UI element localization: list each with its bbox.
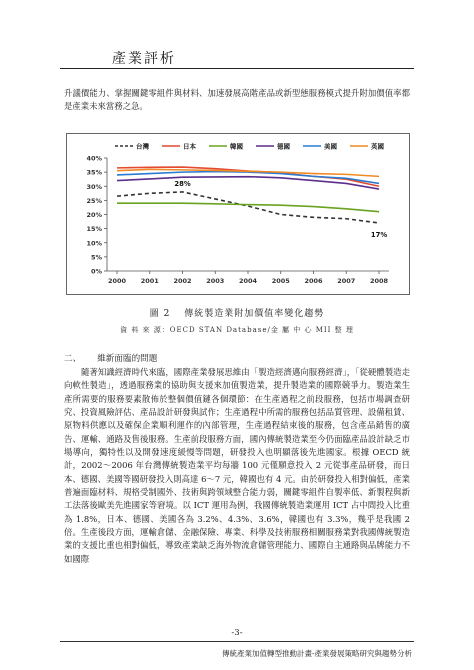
x-tick-label: 2006 <box>304 277 323 285</box>
x-tick-label: 2008 <box>369 277 389 285</box>
legend-label: 日本 <box>183 142 196 151</box>
y-tick-label: 10% <box>86 239 102 248</box>
series-line-5 <box>117 172 379 184</box>
x-tick-label: 2004 <box>238 277 258 285</box>
footer-text: 傳統產業加值轉型推動計畫-產業發展策略研究與趨勢分析 <box>221 649 412 658</box>
legend-label: 美國 <box>324 142 337 151</box>
figure-caption: 圖 2 傳統製造業附加價值率變化趨勢 <box>149 309 325 319</box>
legend-label: 英國 <box>371 142 384 151</box>
legend-label: 台灣 <box>136 142 149 151</box>
section-title: 維新面臨的問題 <box>97 354 158 364</box>
data-annotation: 28% <box>174 179 191 188</box>
data-annotation: 17% <box>370 230 388 239</box>
y-tick-label: 25% <box>86 196 102 205</box>
section-heading <box>64 352 157 364</box>
body-text: 隨著知識經濟時代來臨，國際產業發展思維由「製造經濟邁向服務經濟」，「從硬體製造走向軟性製造」，透過服務業的協助與支援來加值製造業，提升製造業的國際競爭力。製造業生產所需要的服務要素散佈於整個價值鏈各個環節：在生產過程之前段服務，包括市場調查研究、投資風險評估、產品設計研發與試作；生產過程中所需的服務包括品質管理、設備租賃、原物料供應以及確保企業順利運作的內部管理，生產過程結束後的服務，包含產品銷售的廣告、運輸、通路及售後服務。生產前段服務方面，國內傳統製造業至今仍面臨產品設計缺乏市場導向，獨特性以及開發速度緩慢等問題，研發投入也明顯落後先進國家。根據 OECD 統計，2002～2006 年台灣傳統製造業平均每牆 100 元僅願意投入 2 元從事產品研發，而日本、德國、美國等國研發投入則高達 6～7 元，韓國也有 4 元。由於研發投入相對偏低，產業普遍面臨材料、規格受制國外、技術與跨領域整合能力弱，關鍵零組件自製率低、新製程與新工法落後歐美先進國家等窘境。以 ICT 運用為例，我國傳統製造業運用 ICT 占中間投入比重為 1.8%，日本、德國、美國各為 3.2%、4.3%、3.6%，韓國也有 3.3%，幾乎是我國 2 倍。生產後段方面，運輸倉儲、金融保險、專業、科學及技術服務相關服務業對我國傳統製造業的支援比重也相對偏低，導致產業缺乏海外物流倉儲管理能力、國際自主通路與品牌能力不如國際 <box>64 367 410 564</box>
x-tick-label: 2001 <box>140 277 159 285</box>
body-paragraph <box>64 366 410 566</box>
y-tick-label: 15% <box>86 225 102 234</box>
footer-rule <box>60 641 414 642</box>
y-tick-label: 20% <box>86 211 102 219</box>
page-number: -3- <box>231 628 243 638</box>
y-tick-label: 5% <box>90 253 102 262</box>
section-number: 二、 <box>64 354 82 364</box>
intro-paragraph <box>64 87 410 114</box>
figure-chart <box>66 133 410 295</box>
figure-source: 資 料 來 源：OECD STAN Database/金 屬 中 心 MII 整 理 <box>120 326 354 334</box>
y-tick-label: 30% <box>86 182 102 191</box>
x-tick-label: 2007 <box>337 277 356 285</box>
x-tick-label: 2003 <box>206 277 225 285</box>
page-header-title: 產業評析 <box>112 51 176 67</box>
x-tick-label: 2002 <box>173 277 192 285</box>
y-tick-label: 35% <box>86 168 102 177</box>
intro-text: 升議價能力、掌握關鍵零組件與材料、加速發展高階產品或新型態服務模式提升附加價值率都是產業未來當務之急。 <box>64 88 410 112</box>
x-tick-label: 2005 <box>271 277 290 285</box>
series-line-3 <box>117 203 379 211</box>
legend-label: 德國 <box>277 142 290 151</box>
series-line-1 <box>117 192 379 223</box>
y-tick-label: 40% <box>86 154 102 163</box>
legend-label: 韓國 <box>230 142 243 151</box>
x-tick-label: 2000 <box>107 277 127 285</box>
y-tick-label: 0% <box>90 267 102 276</box>
chart-svg <box>67 134 409 294</box>
header-rule <box>60 68 414 69</box>
